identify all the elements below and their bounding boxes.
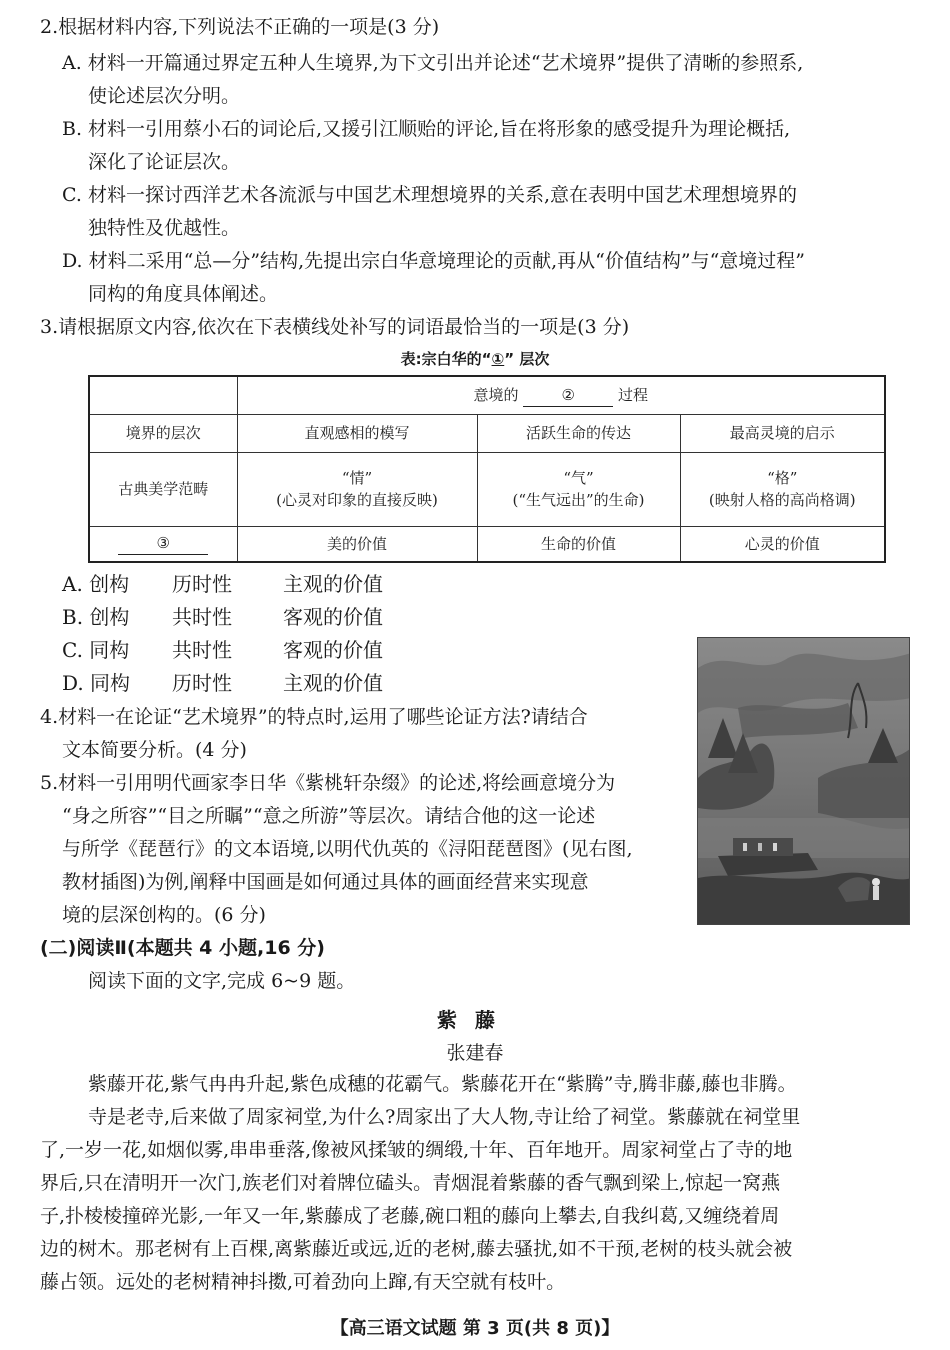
q5-line4: 教材插图)为例,阐释中国画是如何通过具体的画面经营来实现意 (62, 871, 589, 893)
table-cell: 活跃生命的传达 (477, 414, 680, 452)
table-row (89, 452, 885, 526)
q3-option-a-c: 主观的价值 (283, 572, 383, 596)
table-cell: 直观感相的模写 (237, 414, 477, 452)
q5-line3: 与所学《琵琶行》的文本语境,以明代仇英的《浔阳琵琶图》(见右图, (62, 838, 633, 860)
story-paragraph-2-line5: 边的树木。那老树有上百棵,离紫藤近或远,近的老树,藤去骚扰,如不干预,老树的枝头就会被 (40, 1238, 793, 1260)
q3-stem: 3.请根据原文内容,依次在下表横线处补写的词语最恰当的一项是(3 分) (40, 316, 630, 338)
table-corner-cell (89, 376, 237, 414)
header-blank-2: ② (523, 384, 613, 407)
table-cell: 美的价值 (237, 526, 477, 562)
q5-line2: “身之所容”“目之所瞩”“意之所游”等层次。请结合他的这一论述 (62, 805, 596, 827)
blank-3: ③ (118, 532, 208, 555)
cell-note: (映射人格的高尚格调) (708, 491, 856, 509)
landscape-painting-image (698, 638, 910, 925)
row-label-levels: 境界的层次 (89, 414, 237, 452)
table-cell (680, 452, 885, 526)
q3-option-c-b: 共时性 (172, 638, 232, 662)
cell-term: “气” (563, 469, 594, 487)
q2-option-a-line2: 使论述层次分明。 (88, 85, 241, 107)
story-paragraph-2-line6: 藤占领。远处的老树精神抖擞,可着劲向上蹿,有天空就有枝叶。 (40, 1271, 566, 1293)
q2-option-d-line1: D. 材料二采用“总—分”结构,先提出宗白华意境理论的贡献,再从“价值结构”与“意境过程” (62, 250, 805, 272)
story-paragraph-2-line3: 界后,只在清明开一次门,族老们对着牌位磕头。青烟混着紫藤的香气飘到梁上,惊起一窝燕 (40, 1172, 781, 1194)
table-cell (477, 452, 680, 526)
q3-option-d-b: 历时性 (172, 671, 232, 695)
table-cell: 生命的价值 (477, 526, 680, 562)
header-prefix: 意境的 (473, 385, 519, 404)
cell-note: (“生气远出”的生命) (512, 491, 645, 509)
caption-suffix: ” 层次 (504, 350, 550, 368)
q2-option-c-line2: 独特性及优越性。 (88, 217, 241, 239)
q3-option-b-b: 共时性 (172, 605, 232, 629)
painting-illustration (697, 637, 910, 925)
q5-line5: 境的层深创构的。(6 分) (62, 904, 266, 926)
q3-option-b-c: 客观的价值 (283, 605, 383, 629)
q3-option-d-letter: D. 同构 (62, 671, 131, 695)
q3-option-b-letter: B. 创构 (62, 605, 130, 629)
row-label-aesthetics: 古典美学范畴 (89, 452, 237, 526)
q3-option-c-c: 客观的价值 (283, 638, 383, 662)
section-heading: (二)阅读Ⅱ(本题共 4 小题,16 分) (40, 937, 325, 959)
q2-option-d-line2: 同构的角度具体阐述。 (88, 283, 279, 305)
table-header-cell (237, 376, 885, 414)
table-cell (237, 452, 477, 526)
q2-option-c-line1: C. 材料一探讨西洋艺术各流派与中国艺术理想境界的关系,意在表明中国艺术理想境界的 (62, 184, 797, 206)
table-row (89, 526, 885, 562)
hierarchy-table (88, 375, 886, 563)
header-suffix: 过程 (618, 385, 649, 404)
cell-note: (心灵对印象的直接反映) (276, 491, 438, 509)
q2-option-b-line1: B. 材料一引用蔡小石的词论后,又援引江顺贻的评论,旨在将形象的感受提升为理论概括, (62, 118, 791, 140)
cell-term: “情” (341, 469, 373, 487)
q2-stem: 2.根据材料内容,下列说法不正确的一项是(3 分) (40, 16, 440, 38)
story-title: 紫藤 (437, 1008, 513, 1032)
table-cell: 心灵的价值 (680, 526, 885, 562)
table-cell: 最高灵境的启示 (680, 414, 885, 452)
row-label-blank-3 (89, 526, 237, 562)
q3-option-c-letter: C. 同构 (62, 638, 130, 662)
table-header-row (89, 376, 885, 414)
caption-prefix: 表:宗白华的“ (400, 350, 492, 368)
story-author: 张建春 (446, 1042, 504, 1064)
page-footer: 【高三语文试题 第 3 页(共 8 页)】 (330, 1318, 620, 1339)
q2-option-b-line2: 深化了论证层次。 (88, 151, 241, 173)
q4-line1: 4.材料一在论证“艺术境界”的特点时,运用了哪些论证方法?请结合 (40, 706, 588, 728)
q2-option-a-line1: A. 材料一开篇通过界定五种人生境界,为下文引出并论述“艺术境界”提供了清晰的参照系, (62, 52, 804, 74)
story-paragraph-2-line2: 了,一岁一花,如烟似雾,串串垂落,像被风揉皱的绸缎,十年、百年地开。周家祠堂占了寺的地 (40, 1139, 793, 1161)
caption-blank-1: ① (491, 350, 505, 368)
q3-option-a-letter: A. 创构 (62, 572, 130, 596)
q3-option-d-c: 主观的价值 (283, 671, 383, 695)
table-caption (0, 348, 950, 369)
q3-option-a-b: 历时性 (172, 572, 232, 596)
story-paragraph-1: 紫藤开花,紫气冉冉升起,紫色成穗的花霸气。紫藤花开在“紫腾”寺,腾非藤,藤也非腾。 (88, 1073, 797, 1095)
section-instruction: 阅读下面的文字,完成 6~9 题。 (88, 970, 356, 992)
cell-term: “格” (767, 469, 798, 487)
table-row (89, 414, 885, 452)
q5-line1: 5.材料一引用明代画家李日华《紫桃轩杂缀》的论述,将绘画意境分为 (40, 772, 616, 794)
story-paragraph-2-line1: 寺是老寺,后来做了周家祠堂,为什么?周家出了大人物,寺让给了祠堂。紫藤就在祠堂里 (88, 1106, 801, 1128)
story-paragraph-2-line4: 子,扑棱棱撞碎光影,一年又一年,紫藤成了老藤,碗口粗的藤向上攀去,自我纠葛,又缠绕着周 (40, 1205, 780, 1227)
q4-line2: 文本简要分析。(4 分) (62, 739, 247, 761)
